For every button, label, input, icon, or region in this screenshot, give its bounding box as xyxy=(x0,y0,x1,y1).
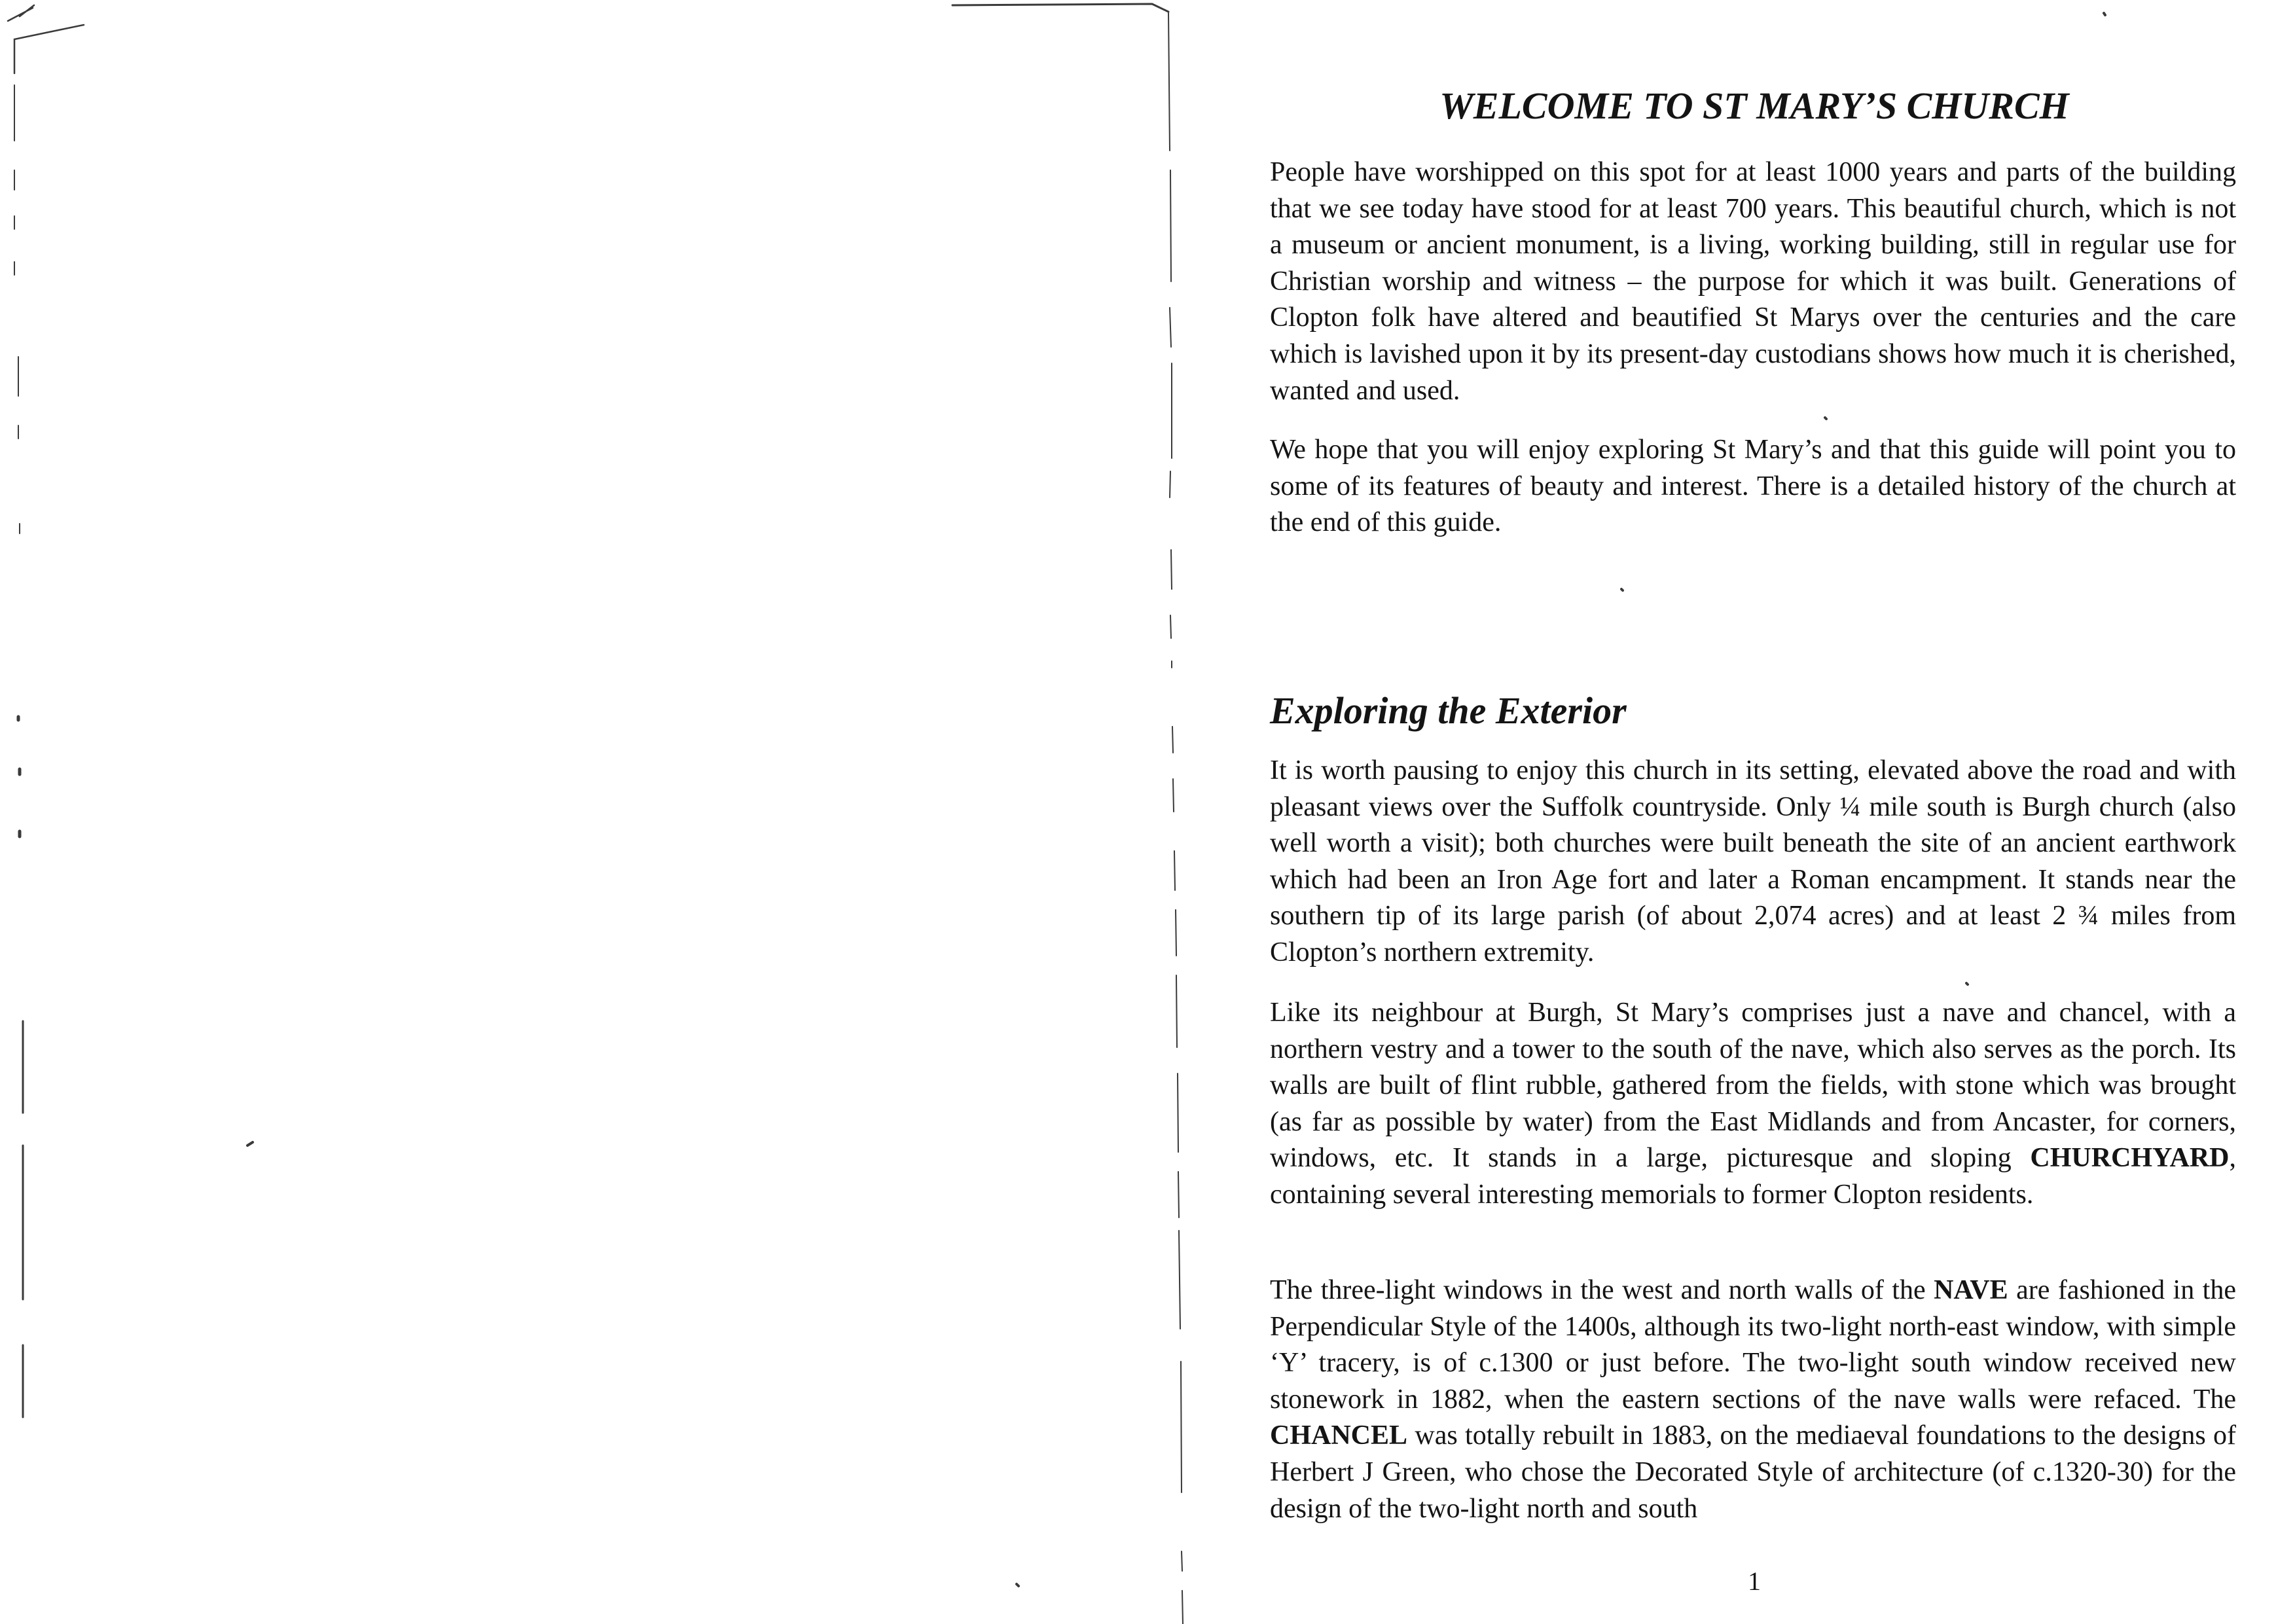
exterior-paragraph-2 xyxy=(1270,995,2236,1214)
top-fold-line xyxy=(952,4,1168,12)
paragraph-text: The three-light windows in the west and north walls of the xyxy=(1270,1275,1934,1305)
right-page xyxy=(1270,0,2239,1624)
paragraph-text: are fashioned in the Perpendicular Style of the 1400s, although its two-light north-east window, with simple ‘Y’ tracery, is of c.1300 or just before. The two-light south window received new stonework in 1882, when the eastern sections of the nave walls were refaced. The xyxy=(1270,1275,2236,1415)
term-nave: NAVE xyxy=(1934,1275,2008,1305)
page-number: 1 xyxy=(1748,1566,1761,1596)
term-churchyard: CHURCHYARD xyxy=(2030,1143,2230,1174)
paragraph-text: , containing several interesting memorials to former Clopton residents. xyxy=(1270,1143,2236,1210)
left-edge-dots xyxy=(18,717,20,837)
exterior-paragraph-3 xyxy=(1270,1272,2236,1527)
corner-mark xyxy=(8,5,84,73)
welcome-paragraph-2: We hope that you will enjoy exploring St Mary’s and that this guide will point you to some of its features of beauty and interest. There is a detailed history of the church at the end of this guide. xyxy=(1270,435,2236,538)
welcome-paragraph-1: People have worshipped on this spot for at least 1000 years and parts of the building that we see today have stood for at least 700 years. This beautiful church, which is not a museum or ancient monument, is a living, working building, still in regular use for Christian worship and witness – the purpose for which it was built. Generations of Clopton folk have altered and beautified St Marys over the centuries and the care which is lavished upon it by its present-day custodians shows how much it is cherished, wanted and used. xyxy=(1270,157,2236,406)
paragraph-text: was totally rebuilt in 1883, on the mediaeval foundations to the designs of Herbert J Green, who chose the Decorated Style of architecture (of c.1320-30) for the design of the two-light north and south xyxy=(1270,1420,2236,1524)
left-edge-ticks xyxy=(14,85,20,533)
exterior-paragraph-1: It is worth pausing to enjoy this church in its setting, elevated above the road and with pleasant views over the Suffolk countryside. Only ¼ mile south is Burgh church (also well worth a visit); both churches were built beneath the site of an ancient earthwork which had been an Iron Age fort and later a Roman encampment. It stands near the southern tip of its large parish (of about 2,074 acres) and at least 2 ¾ miles from Clopton’s northern extremity. xyxy=(1270,755,2236,967)
section-heading: Exploring the Exterior xyxy=(1270,689,1627,732)
term-chancel: CHANCEL xyxy=(1270,1420,1408,1451)
gutter-edge xyxy=(1168,13,1183,1624)
paragraph-text: Like its neighbour at Burgh, St Mary’s comprises just a nave and chancel, with a northern vestry and a tower to the south of the nave, which also serves as the porch. Its walls are built of flint rubble, gathered from the fields, with stone which was brought (as far as possible by water) from the East Midlands and from Ancaster, for corners, windows, etc. It stands in a large, picturesque and sloping xyxy=(1270,998,2236,1174)
page-title: WELCOME TO ST MARY’S CHURCH xyxy=(1439,84,2069,127)
